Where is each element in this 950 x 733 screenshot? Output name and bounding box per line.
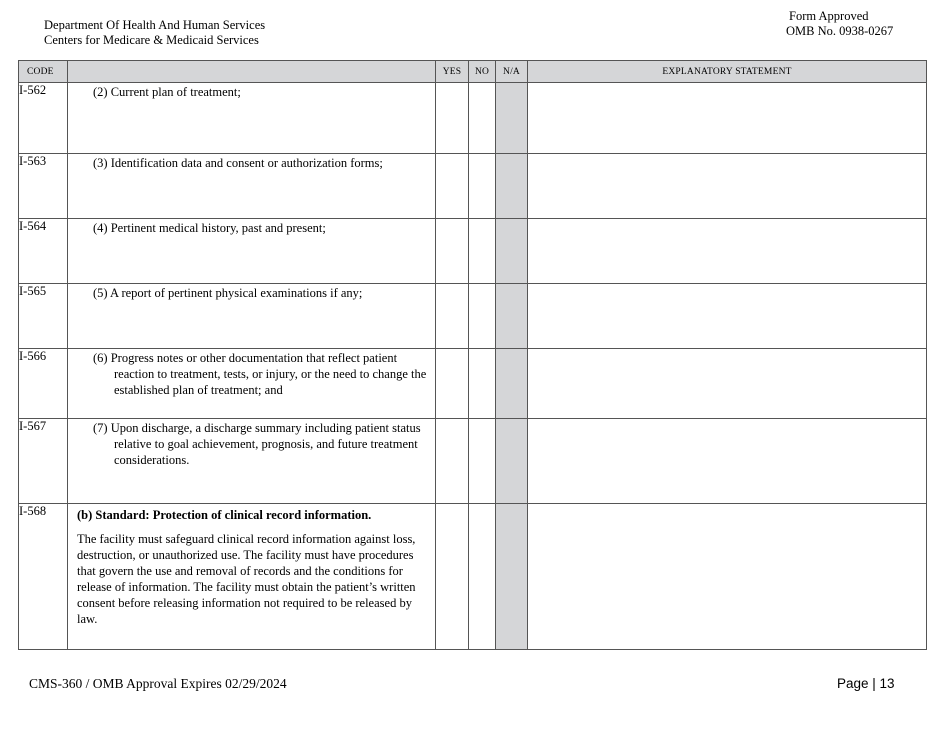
explanatory-cell[interactable] bbox=[528, 154, 927, 219]
yes-cell[interactable] bbox=[436, 154, 469, 219]
yes-column-header: YES bbox=[436, 61, 469, 83]
department-name: Department Of Health And Human Services bbox=[44, 18, 266, 32]
standard-title: (b) Standard: Protection of clinical record information. bbox=[77, 508, 372, 522]
na-cell[interactable] bbox=[496, 419, 528, 504]
table-row bbox=[19, 419, 927, 504]
na-cell[interactable] bbox=[496, 504, 528, 650]
yes-cell[interactable] bbox=[436, 219, 469, 284]
yes-cell[interactable] bbox=[436, 284, 469, 349]
row-text: (6) Progress notes or other documentation that reflect patient reaction to treatment, tests, or injury, or the need to change the established plan of treatment; and bbox=[93, 351, 427, 397]
explanatory-column-header: EXPLANATORY STATEMENT bbox=[528, 61, 927, 83]
yes-cell[interactable] bbox=[436, 349, 469, 419]
explanatory-cell[interactable] bbox=[528, 83, 927, 154]
row-text: (7) Upon discharge, a discharge summary including patient status relative to goal achievement, prognosis, and future treatment considerations. bbox=[93, 421, 421, 467]
row-text: (2) Current plan of treatment; bbox=[93, 85, 241, 99]
table-row bbox=[19, 154, 927, 219]
row-description bbox=[68, 419, 436, 504]
explanatory-cell[interactable] bbox=[528, 219, 927, 284]
explanatory-cell[interactable] bbox=[528, 504, 927, 650]
explanatory-cell[interactable] bbox=[528, 419, 927, 504]
no-cell[interactable] bbox=[469, 284, 496, 349]
no-cell[interactable] bbox=[469, 349, 496, 419]
row-description bbox=[68, 219, 436, 284]
agency-header bbox=[44, 18, 265, 48]
no-column-header: NO bbox=[469, 61, 496, 83]
table-row bbox=[19, 219, 927, 284]
row-text: (4) Pertinent medical history, past and present; bbox=[93, 221, 326, 235]
table-header-row bbox=[19, 61, 927, 83]
explanatory-cell[interactable] bbox=[528, 349, 927, 419]
no-cell[interactable] bbox=[469, 419, 496, 504]
row-description bbox=[68, 284, 436, 349]
na-cell[interactable] bbox=[496, 219, 528, 284]
table-row bbox=[19, 284, 927, 349]
no-cell[interactable] bbox=[469, 504, 496, 650]
yes-cell[interactable] bbox=[436, 504, 469, 650]
form-id-footer: CMS-360 / OMB Approval Expires 02/29/2024 bbox=[29, 676, 287, 691]
page-number: Page | 13 bbox=[837, 676, 895, 691]
row-description bbox=[68, 349, 436, 419]
standard-text: The facility must safeguard clinical record information against loss, destruction, or unauthorized use. The facility must have procedures that govern the use and removal of records and the conditions for release of information. The facility must obtain the patient’s written consent before releasing information not required to be released by law. bbox=[77, 532, 416, 626]
na-cell[interactable] bbox=[496, 284, 528, 349]
na-cell[interactable] bbox=[496, 154, 528, 219]
na-cell[interactable] bbox=[496, 349, 528, 419]
omb-number: OMB No. 0938-0267 bbox=[786, 24, 894, 38]
table-row bbox=[19, 83, 927, 154]
row-code: I-562 bbox=[19, 83, 68, 154]
explanatory-cell[interactable] bbox=[528, 284, 927, 349]
row-code: I-566 bbox=[19, 349, 68, 419]
omb-header bbox=[786, 9, 893, 39]
yes-cell[interactable] bbox=[436, 419, 469, 504]
row-code: I-563 bbox=[19, 154, 68, 219]
row-code: I-564 bbox=[19, 219, 68, 284]
row-code: I-568 bbox=[19, 504, 68, 650]
row-text: (5) A report of pertinent physical examinations if any; bbox=[93, 286, 363, 300]
description-column-header bbox=[68, 61, 436, 83]
no-cell[interactable] bbox=[469, 219, 496, 284]
form-approved-label: Form Approved bbox=[789, 9, 869, 23]
centers-name: Centers for Medicare & Medicaid Services bbox=[44, 33, 259, 47]
na-cell[interactable] bbox=[496, 83, 528, 154]
survey-table bbox=[18, 60, 927, 650]
row-description bbox=[68, 504, 436, 650]
table-row bbox=[19, 504, 927, 650]
row-code: I-567 bbox=[19, 419, 68, 504]
table-row bbox=[19, 349, 927, 419]
row-code: I-565 bbox=[19, 284, 68, 349]
no-cell[interactable] bbox=[469, 83, 496, 154]
code-column-header: CODE bbox=[19, 61, 68, 83]
row-description bbox=[68, 154, 436, 219]
yes-cell[interactable] bbox=[436, 83, 469, 154]
row-text: (3) Identification data and consent or authorization forms; bbox=[93, 156, 383, 170]
row-description bbox=[68, 83, 436, 154]
no-cell[interactable] bbox=[469, 154, 496, 219]
na-column-header: N/A bbox=[496, 61, 528, 83]
